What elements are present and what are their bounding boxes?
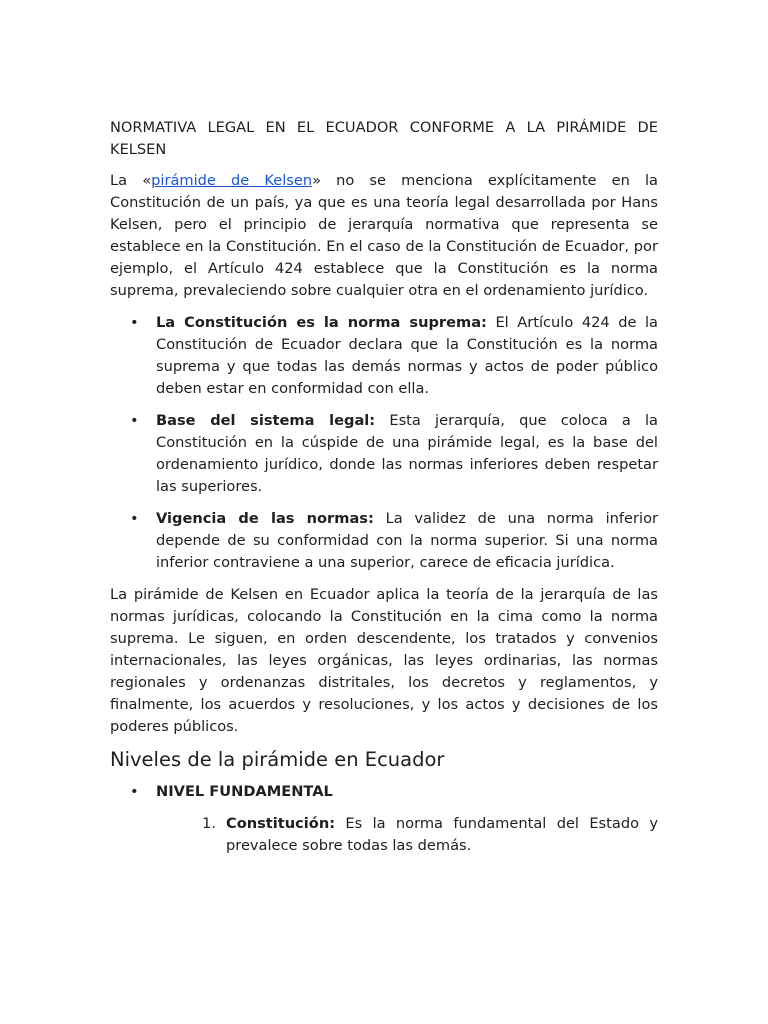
bullet-term: La Constitución es la norma suprema: (156, 314, 487, 331)
list-item (110, 508, 658, 574)
principles-list (110, 312, 658, 574)
bullet-text: El Artículo 424 de la Constitución de Ecuador declara que la Constitución es la norma suprema y que todas las demás normas y actos de poder público deben estar en conformidad con ella. (156, 314, 658, 397)
level-numbered-list (110, 813, 658, 857)
kelsen-pyramid-link[interactable]: pirámide de Kelsen (151, 172, 313, 189)
intro-paragraph (110, 170, 658, 302)
bullet-icon: • (130, 412, 139, 429)
section-heading: Niveles de la pirámide en Ecuador (110, 748, 445, 771)
summary-paragraph: La pirámide de Kelsen en Ecuador aplica la teoría de la jerarquía de las normas jurídicas, colocando la Constitución en la cima como la norma suprema. Le siguen, en orden descendente, los tratados y convenios internacionales, las leyes orgánicas, las leyes ordinarias, las normas regionales y ordenanzas distritales, los decretos y reglamentos, y finalmente, los acuerdos y resoluciones, y los actos y decisiones de los poderes públicos. (110, 586, 658, 735)
numbered-term: Constitución: (226, 815, 336, 832)
list-number: 1. (202, 815, 216, 832)
document-title: NORMATIVA LEGAL EN EL ECUADOR CONFORME A LA PIRÁMIDE DE KELSEN (110, 119, 658, 158)
document-page (110, 117, 658, 857)
numbered-text: Es la norma fundamental del Estado y prevalece sobre todas las demás. (226, 815, 658, 854)
bullet-icon: • (130, 314, 139, 331)
bullet-icon: • (130, 783, 139, 800)
intro-before-link: La « (110, 172, 152, 189)
bullet-text: La validez de una norma inferior depende de su conformidad con la norma superior. Si una norma inferior contraviene a una superior, carece de eficacia jurídica. (156, 510, 658, 571)
bullet-term: Base del sistema legal: (156, 412, 376, 429)
intro-after-link: » no se menciona explícitamente en la Constitución de un país, ya que es una teoría legal desarrollada por Hans Kelsen, pero el principio de jerarquía normativa que representa se establece en la Constitución. En el caso de la Constitución de Ecuador, por ejemplo, el Artículo 424 establece que la Constitución es la norma suprema, prevaleciendo sobre cualquier otra en el ordenamiento jurídico. (110, 172, 658, 299)
bullet-icon: • (130, 510, 139, 527)
bullet-term: Vigencia de las normas: (156, 510, 374, 527)
list-item (110, 312, 658, 400)
level-bullet (110, 781, 658, 803)
bullet-text: Esta jerarquía, que coloca a la Constitución en la cúspide de una pirámide legal, es la base del ordenamiento jurídico, donde las normas inferiores deben respetar las superiores. (156, 412, 659, 495)
list-item (110, 813, 658, 857)
level-label: NIVEL FUNDAMENTAL (156, 783, 333, 800)
list-item (110, 410, 658, 498)
